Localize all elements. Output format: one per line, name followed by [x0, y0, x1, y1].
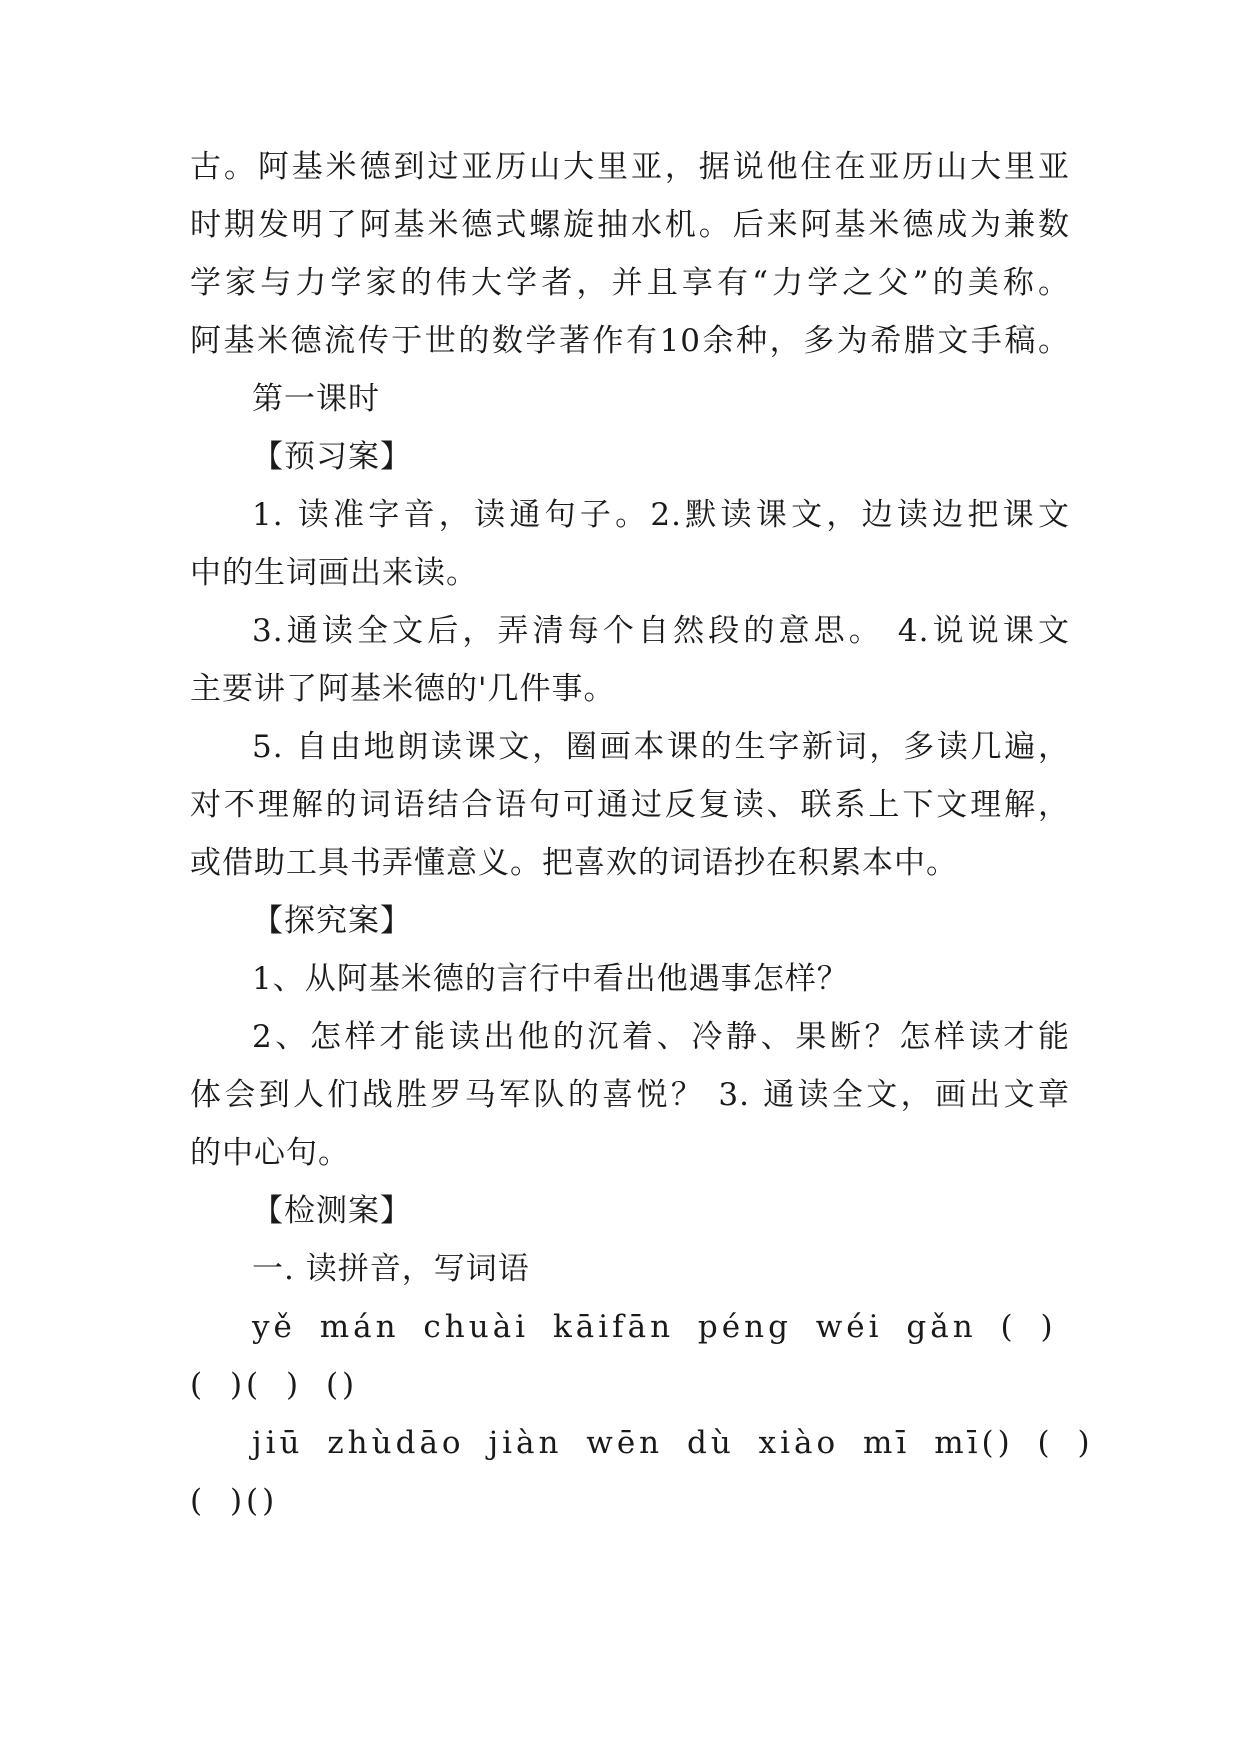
paragraph-line: 对不理解的词语结合语句可通过反复读、联系上下文理解，: [190, 787, 1070, 823]
paragraph-line: 阿基米德流传于世的数学著作有10余种，多为希腊文手稿。: [190, 323, 1070, 359]
paragraph-line: 1、从阿基米德的言行中看出他遇事怎样？: [252, 961, 849, 997]
paragraph-line: 或借助工具书弄懂意义。把喜欢的词语抄在积累本中。: [190, 845, 958, 881]
paragraph-line: 体会到人们战胜罗马军队的喜悦？ 3. 通读全文，画出文章: [190, 1077, 1070, 1113]
paragraph-line: 主要讲了阿基米德的'几件事。: [190, 671, 616, 707]
paragraph-line: 的中心句。: [190, 1135, 350, 1171]
paragraph-line: 时期发明了阿基米德式螺旋抽水机。后来阿基米德成为兼数: [190, 207, 1070, 243]
paragraph-line: 3.通读全文后，弄清每个自然段的意思。 4.说说课文: [252, 613, 1070, 649]
exercise-title: 一. 读拼音，写词语: [252, 1251, 530, 1287]
paragraph-line: 1. 读准字音，读通句子。2.默读课文，边读边把课文: [252, 497, 1070, 533]
paragraph-line: 2、怎样才能读出他的沉着、冷静、果断？怎样读才能: [252, 1019, 1070, 1055]
answer-blanks: ( )(): [190, 1483, 279, 1519]
paragraph-line: 5. 自由地朗读课文，圈画本课的生字新词，多读几遍，: [252, 729, 1070, 765]
lesson-heading: 第一课时: [252, 381, 380, 417]
pinyin-line: yě mán chuài kāifān péng wéi gǎn ( ): [252, 1309, 1057, 1345]
pinyin-line: jiū zhùdāo jiàn wēn dù xiào mī mī() ( ): [252, 1425, 1094, 1461]
paragraph-line: 中的生词画出来读。: [190, 555, 478, 591]
section-heading-explore: 【探究案】: [252, 903, 412, 939]
section-heading-test: 【检测案】: [252, 1193, 412, 1229]
section-heading-preview: 【预习案】: [252, 439, 412, 475]
paragraph-line: 古。阿基米德到过亚历山大里亚，据说他住在亚历山大里亚: [190, 149, 1070, 185]
paragraph-line: 学家与力学家的伟大学者，并且享有“力学之父”的美称。: [190, 265, 1070, 301]
answer-blanks: ( )( ) (): [190, 1367, 359, 1403]
